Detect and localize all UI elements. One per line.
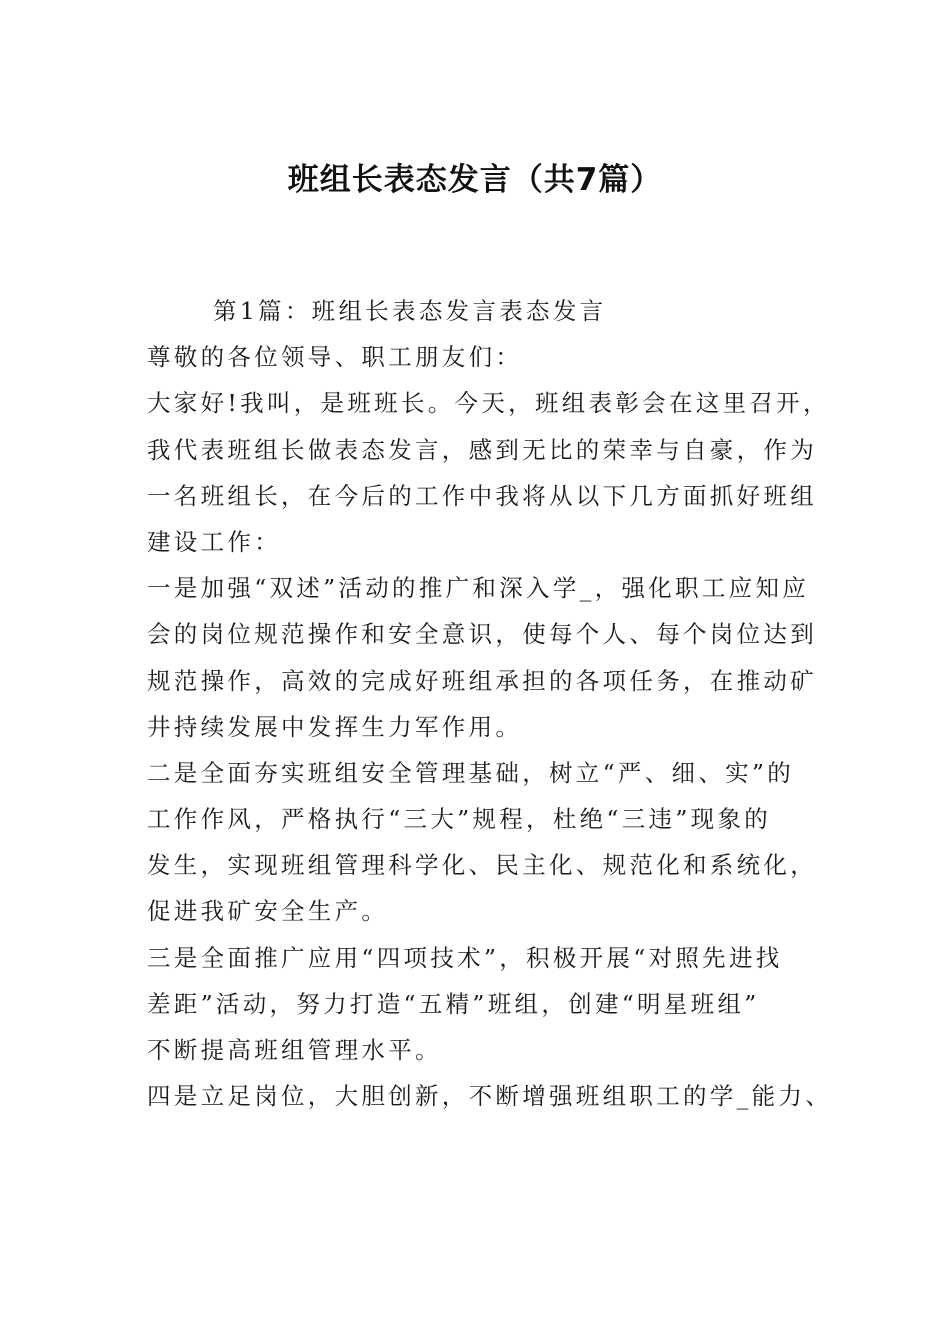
paragraph-line: 井持续发展中发挥生力军作用。: [147, 712, 523, 741]
document-title: 班组长表态发言（共7篇）: [287, 162, 663, 198]
paragraph-line: 规范操作，高效的完成好班组承担的各项任务，在推动矿: [147, 666, 817, 695]
paragraph-line: 大家好!我叫，是班班长。今天，班组表彰会在这里召开，: [147, 389, 830, 418]
paragraph-line: 发生，实现班组管理科学化、民主化、规范化和系统化，: [147, 851, 817, 880]
paragraph-line: 三是全面推广应用“四项技术”，积极开展“对照先进找: [147, 943, 783, 972]
paragraph-line: 差距”活动，努力打造“五精”班组，创建“明星班组”: [147, 989, 760, 1018]
paragraph-line: 四是立足岗位，大胆创新，不断增强班组职工的学_能力、: [147, 1082, 833, 1111]
salutation-line: 尊敬的各位领导、职工朋友们：: [147, 343, 523, 372]
paragraph-line: 工作作风，严格执行“三大”规程，杜绝“三违”现象的: [147, 805, 772, 834]
document-body: [147, 288, 833, 1119]
paragraph-line: 不断提高班组管理水平。: [147, 1036, 442, 1064]
paragraph-line: 促进我矿安全生产。: [147, 897, 389, 926]
paragraph-line: 一名班组长，在今后的工作中我将从以下几方面抓好班组: [147, 481, 817, 510]
paragraph-line: 我代表班组长做表态发言，感到无比的荣幸与自豪，作为: [147, 435, 817, 464]
paragraph-line: 建设工作：: [147, 527, 281, 556]
paragraph-line: 一是加强“双述”活动的推广和深入学_，强化职工应知应: [147, 574, 810, 603]
section-heading: 第1篇：班组长表态发言表态发言: [213, 297, 607, 325]
paragraph-line: 二是全面夯实班组安全管理基础，树立“严、细、实”的: [147, 758, 795, 787]
paragraph-line: 会的岗位规范操作和安全意识，使每个人、每个岗位达到: [147, 620, 817, 649]
